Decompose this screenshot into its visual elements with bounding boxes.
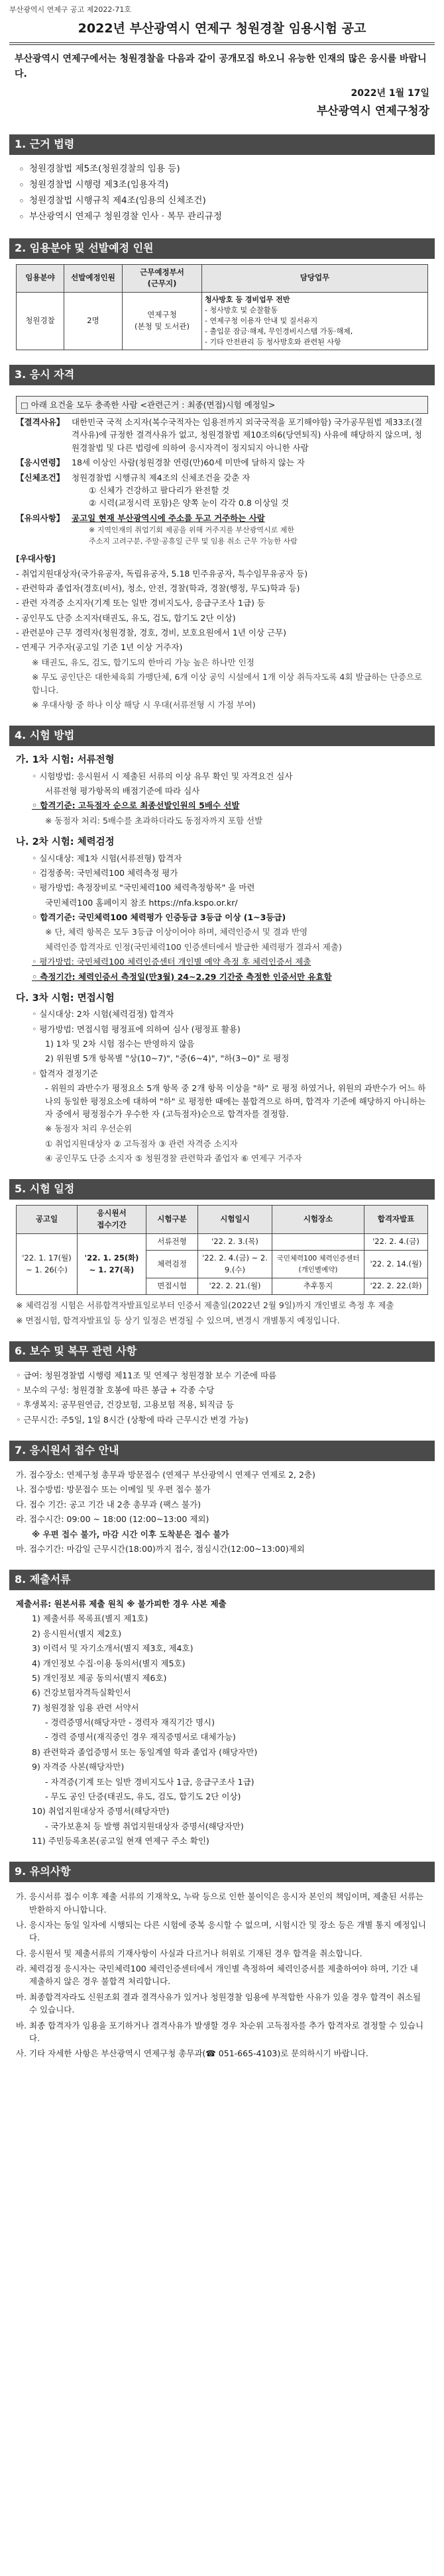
- table-cell: 청원경찰: [17, 293, 64, 350]
- qualification-row: [16, 416, 428, 454]
- body-condition: ① 신체가 건강하고 팔다리가 완전할 것: [89, 485, 230, 495]
- document-item: 5) 개인정보 제공 동의서(별지 제6호): [32, 1672, 167, 1683]
- positions-table: [16, 264, 428, 350]
- exam-stage-2: 나. 2차 시험: 체력검정: [16, 837, 115, 848]
- law-item: ◦ 청원경찰법 시행규칙 제4조(임용의 신체조건): [16, 194, 428, 208]
- exam-line: ◦ 평가방법: 국민체력100 체력인증센터 개인별 예약 측정 후 체력인증서 제출: [32, 957, 311, 967]
- qualification-label: 【유의사항】: [16, 512, 65, 523]
- notice-number: 부산광역시 연제구 공고 제2022-71호: [9, 5, 131, 14]
- pay-item: ◦ 근무시간: 주5일, 1일 8시간 (상황에 따라 근무시간 변경 가능): [16, 1414, 249, 1425]
- notice-period-cell: '22. 1. 17(월) ~ 1. 26(수): [17, 1233, 78, 1294]
- preferences-title: [우대사항]: [16, 553, 56, 564]
- exam-line: ◦ 실시대상: 2차 시험(체력검정) 합격자: [32, 1009, 174, 1020]
- caution-item: 다. 응시원서 및 제출서류의 기재사항이 사실과 다르거나 허위로 기재된 경우 합격을 취소합니다.: [16, 1948, 362, 1958]
- duty-line: - 출입문 잠금·해제, 무인경비시스템 가동·해제,: [205, 327, 353, 336]
- pay-item: ◦ 급여: 청원경찰법 시행령 제11조 및 연제구 청원경찰 보수 기준에 따름: [16, 1370, 277, 1380]
- exam-line: 2) 위원별 5개 항목별 "상(10~7)", "중(6~4)", "하(3~0)" 로 평정: [45, 1053, 290, 1064]
- title-divider: [9, 42, 435, 45]
- exam-line: - 위원의 과반수가 평정요소 5개 항목 중 2개 항목 이상을 "하" 로 평정 하였거나, 위원의 과반수가 어느 하나의 동일한 평정요소에 대하여 "하" 로 평정한 때에는 불합격으로 하며, 합격자 기준에 해당하지 아니하는 자 중에서 평정점수가 우수한 자 (고득점자)순으로 합격자를 결정함.: [45, 1083, 426, 1119]
- notice-title: 2022년 부산광역시 연제구 청원경찰 임용시험 공고: [78, 21, 366, 36]
- exam-line: ◦ 합격자 결정기준: [32, 1068, 98, 1078]
- apply-period-cell: '22. 1. 25(화) ~ 1. 27(목): [78, 1233, 146, 1294]
- table-row: [17, 1233, 428, 1250]
- apply-item: 나. 접수방법: 방문접수 또는 이메일 및 우편 접수 불가: [16, 1484, 211, 1495]
- table-cell: [272, 1233, 364, 1250]
- qualification-row: [16, 512, 428, 524]
- exam-line: ◦ 합격기준: 고득점자 순으로 최종선발인원의 5배수 선발: [32, 800, 240, 811]
- document-item: 2) 응시원서(별지 제2호): [32, 1628, 122, 1639]
- exam-line: ◦ 평가방법: 측정장비로 "국민체력100 체력측정항목" 을 마련: [32, 883, 255, 893]
- exam-line: 1) 1차 및 2차 시험 점수는 반영하지 않음: [45, 1039, 195, 1049]
- document-item: 11) 주민등록초본(공고일 현재 연제구 주소 확인): [32, 1836, 209, 1846]
- duty-line: - 청사방호 및 순찰활동: [205, 306, 278, 315]
- section-5-heading: 5. 시험 일정: [9, 1179, 435, 1200]
- apply-note: ※ 우편 접수 불가, 마감 시간 이후 도착분은 접수 불가: [32, 1529, 229, 1539]
- preference-item: - 관련학과 졸업자(경호(비서), 청소, 안전, 경찰(학과, 경찰(행정, 무도)학과 등): [16, 583, 300, 593]
- qualification-label: 【결격사유】: [16, 417, 65, 428]
- body-condition: ② 시력(교정시력 포함)은 양쪽 눈이 각각 0.8 이상일 것: [89, 498, 290, 508]
- duties-cell: [202, 293, 428, 350]
- preference-item: - 공인무도 단증 소지자(태권도, 유도, 검도, 합기도 2단 이상): [16, 612, 236, 623]
- pay-item: ◦ 후생복지: 공무원연금, 건강보험, 고용보험 적용, 퇴직금 등: [16, 1400, 235, 1410]
- document-item: - 국가보훈처 등 발행 취업지원대상자 증명서(해당자만): [45, 1821, 244, 1831]
- law-item: ◦ 부산광역시 연제구 청원경찰 인사 · 복무 관리규정: [16, 210, 428, 224]
- table-cell: 2명: [64, 293, 123, 350]
- section-3-heading: 3. 응시 자격: [9, 365, 435, 385]
- table-header: 담당업무: [202, 264, 428, 293]
- exam-line: ④ 공인무도 단증 소지자 ⑤ 청원경찰 관련학과 졸업자 ⑥ 연제구 거주자: [45, 1153, 302, 1164]
- duty-line: - 기타 안전관리 등 청사방호와 관련된 사항: [205, 337, 341, 346]
- section-4-heading: 4. 시험 방법: [9, 726, 435, 746]
- caution-item: 마. 최종합격자라도 신원조회 결과 결격사유가 있거나 청원경찰 임용에 부적합한 사유가 있을 경우 합격이 취소될 수 있습니다.: [16, 1991, 421, 2015]
- table-header: 합격자발표: [364, 1206, 428, 1234]
- intro-text: 부산광역시 연제구에서는 청원경찰을 다음과 같이 공개모집 하오니 유능한 인재의 많은 응시를 바랍니다.: [15, 54, 427, 79]
- exam-line: ◦ 평가방법: 면접시험 평정표에 의하여 심사 (평정표 활용): [32, 1024, 241, 1034]
- apply-item: 마. 접수기간: 마감일 근무시간(18:00)까지 접수, 점심시간(12:00~13:00)제외: [16, 1543, 305, 1554]
- qualification-text: 대한민국 국적 소지자(복수국적자는 임용전까지 외국국적을 포기해야함) 국가공무원법 제33조(결격사유)에 규정한 결격사유가 없고, 청원경찰법 제10조의6(당연퇴직) 사유에 해당하지 않으며, 청원경찰법 및 다른 법령에 의하여 응시자격이 정지되지 아니한 사람: [72, 417, 423, 453]
- qualification-row: [16, 471, 428, 484]
- qualification-label: 【신체조건】: [16, 472, 65, 483]
- section-2-heading: 2. 임용분야 및 선발예정 인원: [9, 238, 435, 259]
- section-6-heading: 6. 보수 및 복무 관련 사항: [9, 1341, 435, 1362]
- exam-line: 체력인증 합격자로 인정(국민체력100 인증센터에서 발급한 체력평가 결과서 제출): [45, 941, 342, 952]
- preference-note: ※ 태권도, 유도, 검도, 합기도의 한마리 가능 높은 하나만 인정: [32, 657, 254, 667]
- preference-note: ※ 무도 공인단은 대한체육회 가맹단체, 6개 이상 공익 시설에서 1개 이상 취득자도록 4회 발급하는 단증으로 합니다.: [32, 672, 423, 695]
- section-1-body: [9, 155, 435, 224]
- exam-stage-1: 가. 1차 시험: 서류전형: [16, 755, 115, 766]
- table-cell: 연제구청 (본청 및 도서관): [123, 293, 202, 350]
- table-header: 공고일: [17, 1206, 78, 1234]
- preference-item: - 관련분야 근무 경력자(청원경찰, 경호, 경비, 보호요원에서 1년 이상 근무): [16, 628, 286, 638]
- table-cell: 면접시험: [146, 1278, 198, 1295]
- table-cell: 서류전형: [146, 1233, 198, 1250]
- residence-note: ※ 지역인재의 취업기회 제공을 위해 거주지를 부산광역시로 제한: [89, 526, 294, 535]
- duty-line: 청사방호 등 경비업무 전반: [205, 295, 290, 305]
- table-cell: '22. 2. 14.(월): [364, 1250, 428, 1278]
- duty-line: - 연제구청 이용자 안내 및 질서유지: [205, 316, 318, 326]
- caution-item: 라. 체력검정 응시자는 국민체력100 체력인증센터에서 개인별 측정하여 체력인증서를 제출하여야 하며, 기간 내 제출하지 않은 경우 불합격 처리합니다.: [16, 1964, 418, 1987]
- exam-line: ◦ 측정기간: 체력인증서 측정일(만3월) 24~2.29 기간중 측정한 인증서만 유효함: [32, 971, 332, 982]
- section-5-body: [9, 1200, 435, 1327]
- documents-lead: 제출서류: 원본서류 제출 원칙 ※ 불가피한 경우 사본 제출: [16, 1599, 227, 1609]
- preference-item: - 연제구 거주자(공고일 기준 1년 이상 거주자): [16, 642, 183, 653]
- caution-item: 나. 응시자는 동일 일자에 시행되는 다른 시험에 중복 응시할 수 없으며, 시험시간 및 장소 등은 개별 통지 예정입니다.: [16, 1919, 426, 1943]
- qualification-row: [16, 456, 428, 469]
- schedule-note: ※ 체력검정 시험은 서류합격자발표일로부터 인증서 제출일(2022년 2월 9일)까지 개인별로 측정 후 제출: [16, 1300, 394, 1311]
- qualification-text: 청원경찰법 시행규칙 제4조의 신체조건을 갖춘 자: [72, 472, 250, 483]
- table-row: [17, 293, 428, 350]
- pay-item: ◦ 보수의 구성: 청원경찰 호봉에 따른 봉급 + 각종 수당: [16, 1385, 215, 1396]
- schedule-table: [16, 1205, 428, 1295]
- caution-item: 바. 최종 합격자가 임용을 포기하거나 결격사유가 발생할 경우 차순위 고득점자를 추가 합격자로 결정할 수 있습니다.: [16, 2020, 424, 2043]
- exam-line: 서류전형 평가항목의 배점기준에 따라 심사: [45, 785, 200, 796]
- table-cell: '22. 2. 4.(금): [364, 1233, 428, 1250]
- section-7-body: [9, 1461, 435, 1555]
- exam-stage-3: 다. 3차 시험: 면접시험: [16, 992, 115, 1004]
- exam-line: ◦ 시험방법: 응시원서 시 제출된 서류의 이상 유무 확인 및 자격요건 심사: [32, 771, 293, 781]
- residence-note: 주소지 고려구분, 주말·공휴일 근무 및 임용 취소 근무 가능한 사람: [89, 537, 298, 546]
- table-header: 시험일시: [198, 1206, 272, 1234]
- document-item: 10) 취업지원대상자 증명서(해당자만): [32, 1806, 170, 1817]
- qualification-text: 18세 이상인 사람(청원경찰 연령(만)60세 미만에 달하지 않는 자: [72, 457, 305, 468]
- exam-line: ◦ 검정종목: 국민체력100 체력측정 평가: [32, 867, 178, 878]
- preference-item: - 취업지원대상자(국가유공자, 독립유공자, 5.18 민주유공자, 특수임무유공자 등): [16, 568, 308, 579]
- document-item: - 자격증(기계 또는 일반 경비지도사 1급, 응급구조사 1급): [45, 1776, 254, 1787]
- preference-item: - 관련 자격증 소지자(기계 또는 일반 경비지도사, 응급구조사 1급) 등: [16, 598, 265, 608]
- law-item: ◦ 청원경찰법 시행령 제3조(임용자격): [16, 178, 428, 192]
- document-item: 6) 건강보험자격득실확인서: [32, 1688, 131, 1698]
- apply-item: 다. 접수 기간: 공고 기간 내 2층 총무과 (팩스 불가): [16, 1499, 201, 1509]
- table-cell: '22. 2. 21.(월): [198, 1278, 272, 1295]
- document-item: 9) 자격증 사본(해당자만): [32, 1762, 125, 1772]
- section-8-heading: 8. 제출서류: [9, 1570, 435, 1590]
- table-header: 선발예정인원: [64, 264, 123, 293]
- document-item: 8) 관련학과 졸업증명서 또는 동일계열 학과 졸업자 (해당자만): [32, 1746, 258, 1757]
- table-cell: 체력검정: [146, 1250, 198, 1278]
- section-6-body: [9, 1362, 435, 1427]
- document-item: 1) 제출서류 목록표(별지 제1호): [32, 1613, 148, 1624]
- notice-date: 2022년 1월 17일: [351, 88, 429, 99]
- table-cell: '22. 2. 22.(화): [364, 1278, 428, 1295]
- table-cell: '22. 2. 4.(금) ~ 2. 9.(수): [198, 1250, 272, 1278]
- section-4-body: [9, 746, 435, 1165]
- caution-item: 가. 응시서류 접수 이후 제출 서류의 기재착오, 누락 등으로 인한 불이익은 응시자 본인의 책임이며, 제출된 서류는 반환하지 아니합니다.: [16, 1891, 423, 1915]
- table-header: 임용분야: [17, 264, 64, 293]
- document-item: - 경력 증명서(재직중인 경우 재직증명서로 대체가능): [45, 1732, 236, 1742]
- apply-item: 가. 접수장소: 연제구청 총무과 방문접수 (연제구 부산광역시 연제구 연제로 2, 2층): [16, 1470, 315, 1480]
- section-2-body: [9, 259, 435, 350]
- exam-line: ※ 단, 체력 항목은 모두 3등급 이상이어야 하며, 체력인증서 및 결과 반영: [45, 927, 308, 937]
- section-7-heading: 7. 응시원서 접수 안내: [9, 1441, 435, 1461]
- schedule-note: ※ 면접시험, 합격자발표일 등 상기 일정은 변경될 수 있으며, 변경시 개별통지 예정입니다.: [16, 1315, 340, 1325]
- table-header: 응시원서 접수기간: [78, 1206, 146, 1234]
- table-cell: 국민체력100 체력인증센터 (개인별예약): [272, 1250, 364, 1278]
- exam-line: ◦ 합격기준: 국민체력100 체력평가 인증등급 3등급 이상 (1~3등급): [32, 912, 286, 923]
- exam-line: ① 취업지원대상자 ② 고득점자 ③ 관련 자격증 소지자: [45, 1138, 238, 1149]
- table-header: 근무예정부서 (근무지): [123, 264, 202, 293]
- table-header: 시험구분: [146, 1206, 198, 1234]
- table-cell: '22. 2. 3.(목): [198, 1233, 272, 1250]
- law-item: ◦ 청원경찰법 제5조(청원경찰의 임용 등): [16, 162, 428, 176]
- table-header: 시험장소: [272, 1206, 364, 1234]
- section-3-body: [9, 385, 435, 712]
- exam-line: ※ 동점자 처리: 5배수를 초과하더라도 동점자까지 포함 선발: [45, 815, 263, 826]
- document-item: 3) 이력서 및 자기소개서(별지 제3호, 제4호): [32, 1643, 194, 1654]
- exam-line: ※ 동점자 처리 우선순위: [45, 1123, 133, 1134]
- section-9-heading: 9. 유의사항: [9, 1862, 435, 1882]
- section-8-body: [9, 1590, 435, 1847]
- section-9-body: [9, 1882, 435, 2060]
- qualification-summary: □ 아래 요건을 모두 충족한 사람 <관련근거 : 최종(면접)시험 예정일>: [16, 396, 428, 414]
- exam-line: 국민체력100 홈페이지 참조 https://nfa.kspo.or.kr/: [45, 897, 238, 908]
- qualification-label: 【응시연령】: [16, 457, 65, 468]
- caution-item: 사. 기타 자세한 사항은 부산광역시 연제구청 총무과(☎ 051-665-4103)로 문의하시기 바랍니다.: [16, 2048, 368, 2059]
- preference-note: ※ 우대사항 중 하나 이상 해당 시 우대(서류전형 시 가점 부여): [32, 699, 256, 710]
- document-item: 7) 청원경찰 임용 관련 서약서: [32, 1702, 139, 1713]
- document-item: - 경력증명서(해당자만 - 경력자 재직기간 명시): [45, 1717, 215, 1728]
- document-item: 4) 개인정보 수집·이용 동의서(별지 제5호): [32, 1658, 186, 1668]
- section-1-heading: 1. 근거 법령: [9, 134, 435, 155]
- table-cell: 추후통지: [272, 1278, 364, 1295]
- exam-line: ◦ 실시대상: 제1차 시험(서류전형) 합격자: [32, 853, 182, 863]
- apply-item: 라. 접수시간: 09:00 ~ 18:00 (12:00~13:00 제외): [16, 1514, 209, 1525]
- document-item: - 무도 공인 단증(태권도, 유도, 검도, 합기도 2단 이상): [45, 1791, 241, 1801]
- residence-requirement: 공고일 현재 부산광역시에 주소를 두고 거주하는 사람: [72, 512, 265, 523]
- issuer: 부산광역시 연제구청장: [316, 104, 429, 118]
